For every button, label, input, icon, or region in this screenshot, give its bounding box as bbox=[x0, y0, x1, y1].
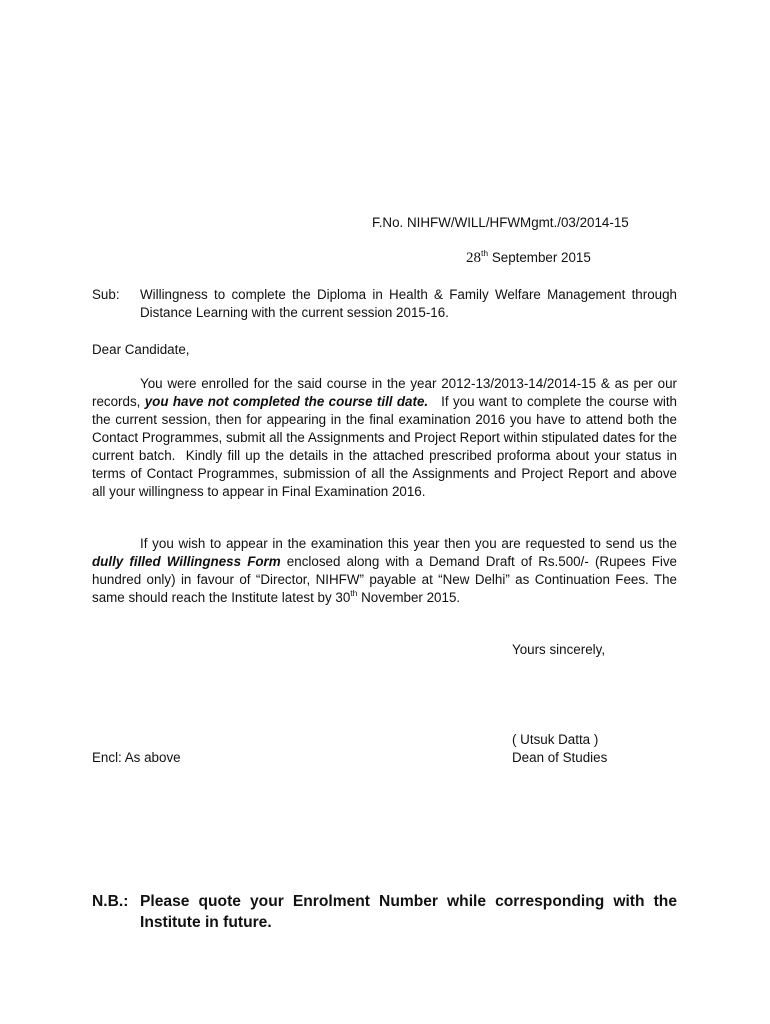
paragraph-1-text-b: If you want to complete the course with the current session, then for appearing in the final examination 2016 you have to attend both the Contact Programmes, submit all the Assignments and Project Report within stipulated dates for the current batch. Kindly fill up the details in the attached prescribed proforma about your status in terms of Contact Programmes, submission of all the Assignments and Project Report and above all your willingness to appear in Final Examination 2016. bbox=[92, 394, 681, 499]
letter-date bbox=[466, 249, 591, 267]
body-paragraph-2 bbox=[92, 535, 677, 607]
paragraph-2-emphasis: dully filled Willingness Form bbox=[92, 554, 281, 569]
subject-label: Sub: bbox=[92, 287, 120, 302]
file-number: F.No. NIHFW/WILL/HFWMgmt./03/2014-15 bbox=[372, 215, 629, 230]
nb-label: N.B.: bbox=[92, 893, 129, 910]
paragraph-2-text-a: If you wish to appear in the examination this year then you are requested to send us the bbox=[140, 536, 677, 551]
closing: Yours sincerely, bbox=[512, 642, 606, 657]
paragraph-1-emphasis: you have not completed the course till date. bbox=[144, 394, 429, 409]
salutation: Dear Candidate, bbox=[92, 342, 190, 357]
date-day: 28 bbox=[466, 250, 481, 266]
signatory-title: Dean of Studies bbox=[512, 750, 608, 765]
signatory-name: ( Utsuk Datta ) bbox=[512, 732, 599, 747]
nb-text: Please quote your Enrolment Number while corresponding with the Institute in future. bbox=[140, 893, 677, 931]
body-paragraph-1 bbox=[92, 375, 681, 501]
enclosure-note: Encl: As above bbox=[92, 750, 181, 765]
subject-text: Willingness to complete the Diploma in Health & Family Welfare Management through Distance Learning with the current session 2015-16. bbox=[140, 287, 677, 320]
date-day-suffix: th bbox=[481, 247, 489, 258]
date-month-year: September 2015 bbox=[488, 250, 591, 265]
paragraph-2-text-b: enclosed along with a Demand Draft of Rs.500/- (Rupees Five hundred only) in favour of “Director, NIHFW” payable at “New Delhi” as Continuation Fees. The same should reach the Institute latest by 30 bbox=[92, 554, 677, 605]
paragraph-1-text-a: You were enrolled for the said course in the year 2012-13/2013-14/2014-15 & as per our records, bbox=[92, 376, 677, 409]
paragraph-2-text-c: November 2015. bbox=[357, 590, 461, 605]
paragraph-2-sup: th bbox=[350, 587, 358, 598]
